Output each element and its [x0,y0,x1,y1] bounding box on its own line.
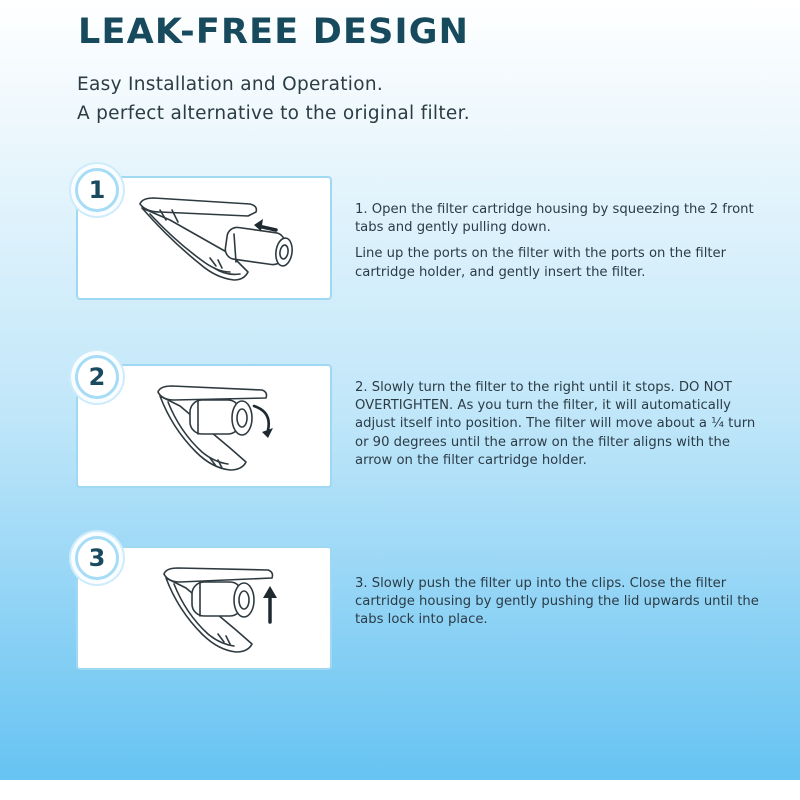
step-1-number: 1 [88,176,106,204]
step-1-paragraph-2: Line up the ports on the filter with the ports on the filter cartridge holder, and gently insert the filter. [355,246,727,280]
subtitle-line-2: A perfect alternative to the original filter. [77,103,470,124]
subtitle-line-1: Easy Installation and Operation. [77,74,384,95]
step-2-paragraph-1: 2. Slowly turn the filter to the right until it stops. DO NOT OVERTIGHTEN. As you turn the filter, it will automatically adjust itself into position. The filter will move about a ¼ turn or 90 degrees until the arrow on the filter aligns with the arrow on the filter cartridge holder. [355,380,756,468]
step-3-badge [75,536,119,580]
step-1-paragraph-1: 1. Open the filter cartridge housing by squeezing the 2 front tabs and gently pulling down. [355,202,754,236]
insert-filter-arrow-icon [254,219,276,231]
step-2-number: 2 [88,363,106,391]
rotate-arrow-icon [254,406,273,438]
step-3-paragraph-1: 3. Slowly push the filter up into the clips. Close the filter cartridge housing by gently pushing the lid upwards until the tabs lock into place. [355,576,759,628]
page-title: LEAK-FREE DESIGN [78,12,470,52]
step-1-illustration [130,190,310,290]
up-arrow-icon [263,586,277,622]
step-3-text [355,575,760,630]
step-1-badge [75,168,119,212]
bottom-strip [0,780,800,800]
step-2-text [355,379,760,470]
step-3-number: 3 [88,544,106,572]
step-2-illustration [150,378,290,478]
step-2-badge [75,355,119,399]
step-1-text [355,201,760,282]
step-3-illustration [156,562,286,662]
